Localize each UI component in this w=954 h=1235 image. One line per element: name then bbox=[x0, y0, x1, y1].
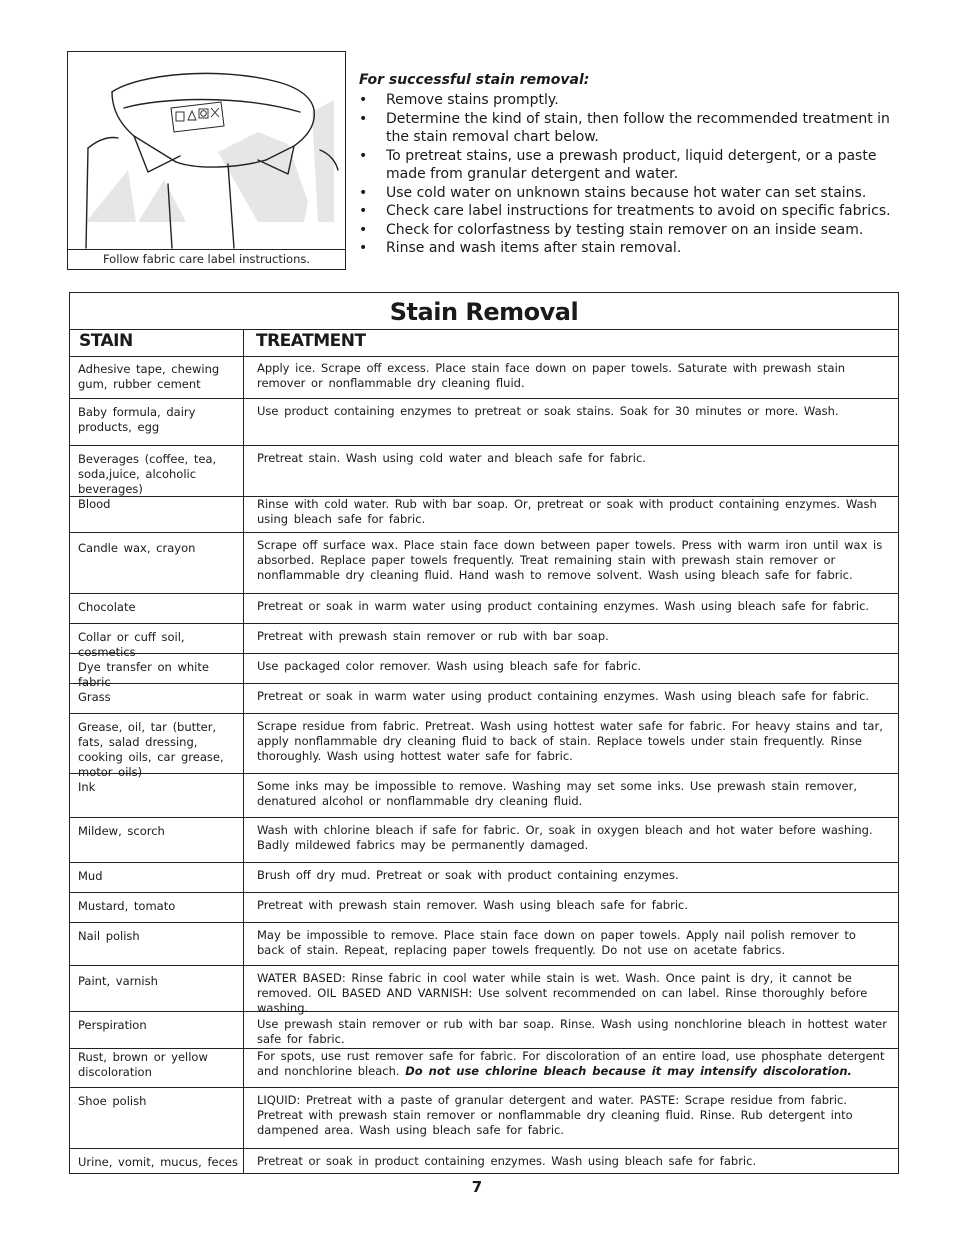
stain-cell: Collar or cuff soil, cosmetics bbox=[78, 630, 185, 659]
tips-item: • Rinse and wash items after stain removal. bbox=[359, 240, 682, 256]
care-label-figure bbox=[67, 51, 346, 270]
treatment-cell: Pretreat or soak in product containing enzymes. Wash using bleach safe for fabric. bbox=[257, 1154, 757, 1168]
table-row bbox=[70, 863, 898, 893]
treatment-cell: WATER BASED: Rinse fabric in cool water while stain is wet. Wash. Once paint is dry, it cannot be removed. OIL BASED AND VARNISH: Use solvent recommended on can label. Rinse thoroughly before washing. bbox=[257, 971, 868, 1015]
column-header-stain: STAIN bbox=[79, 331, 133, 351]
treatment-cell: Rinse with cold water. Rub with bar soap. Or, pretreat or soak with product containing enzymes. Wash using bleach safe for fabric. bbox=[257, 497, 877, 526]
stain-cell: Urine, vomit, mucus, feces bbox=[78, 1155, 238, 1169]
treatment-cell: Scrape off surface wax. Place stain face down between paper towels. Press with warm iron until wax is absorbed. Replace paper towels frequently. Treat remaining stain with prewash stain remover or nonflammable dry cleaning fluid. Hand wash to remove solvent. Wash using bleach safe for fabric. bbox=[257, 538, 883, 582]
stain-cell: Adhesive tape, chewing gum, rubber cement bbox=[78, 362, 220, 391]
tips-item: • Check care label instructions for treatments to avoid on specific fabrics. bbox=[359, 203, 891, 219]
table-row bbox=[70, 1088, 898, 1149]
treatment-cell: Some inks may be impossible to remove. Washing may set some inks. Use prewash stain remover, denatured alcohol or nonflammable dry cleaning fluid. bbox=[257, 779, 857, 808]
stain-cell: Candle wax, crayon bbox=[78, 541, 196, 555]
tips-list bbox=[359, 91, 904, 258]
treatment-cell: Pretreat stain. Wash using cold water and bleach safe for fabric. bbox=[257, 451, 646, 465]
bullet-icon: • bbox=[359, 221, 368, 238]
treatment-cell: Use prewash stain remover or rub with bar soap. Rinse. Wash using nonchlorine bleach in hottest water safe for fabric. bbox=[257, 1017, 887, 1046]
table-row bbox=[70, 624, 898, 659]
stain-cell: Chocolate bbox=[78, 600, 136, 614]
figure-caption: Follow fabric care label instructions. bbox=[68, 249, 345, 269]
table-row bbox=[70, 356, 898, 399]
table-row bbox=[70, 1149, 898, 1175]
table-body bbox=[70, 356, 898, 1175]
table-row bbox=[70, 966, 898, 1015]
treatment-cell: Use product containing enzymes to pretreat or soak stains. Soak for 30 minutes or more. Wash. bbox=[257, 404, 839, 418]
table-row bbox=[70, 818, 898, 863]
treatment-cell: Wash with chlorine bleach if safe for fabric. Or, soak in oxygen bleach and hot water before washing. Badly mildewed fabrics may be permanently damaged. bbox=[257, 823, 873, 852]
treatment-cell: Use packaged color remover. Wash using bleach safe for fabric. bbox=[257, 659, 642, 673]
stain-cell: Beverages (coffee, tea, soda,juice, alcoholic beverages) bbox=[78, 452, 217, 496]
tips-item: • Remove stains promptly. bbox=[359, 92, 559, 108]
table-row bbox=[70, 446, 898, 497]
stain-cell: Grease, oil, tar (butter, fats, salad dressing, cooking oils, car grease, motor oils) bbox=[78, 720, 224, 779]
treatment-cell: Pretreat or soak in warm water using product containing enzymes. Wash using bleach safe for fabric. bbox=[257, 689, 870, 703]
stain-cell: Nail polish bbox=[78, 929, 140, 943]
warning-text: Do not use chlorine bleach because it may intensify discoloration. bbox=[405, 1064, 852, 1078]
stain-removal-tips bbox=[359, 71, 904, 258]
treatment-cell: Brush off dry mud. Pretreat or soak with product containing enzymes. bbox=[257, 868, 679, 882]
table-row bbox=[70, 893, 898, 923]
stain-cell: Mud bbox=[78, 869, 103, 883]
treatment-cell: Apply ice. Scrape off excess. Place stain face down on paper towels. Saturate with prewash stain remover or nonflammable dry cleaning fluid. bbox=[257, 361, 846, 390]
tips-item: • Check for colorfastness by testing stain remover on an inside seam. bbox=[359, 221, 864, 238]
stain-removal-table bbox=[69, 292, 899, 1174]
bullet-icon: • bbox=[359, 110, 368, 127]
care-label bbox=[171, 102, 224, 132]
table-row bbox=[70, 1049, 898, 1088]
tips-title: For successful stain removal: bbox=[359, 72, 590, 88]
table-row bbox=[70, 714, 898, 779]
treatment-cell: May be impossible to remove. Place stain face down on paper towels. Apply nail polish remover to back of stain. Repeat, replacing paper towels frequently. Do not use on acetate fabrics. bbox=[257, 928, 856, 957]
stain-cell: Rust, brown or yellow discoloration bbox=[78, 1050, 208, 1079]
tips-item: • To pretreat stains, use a prewash product, liquid detergent, or a paste made from granular detergent and water. bbox=[359, 147, 877, 182]
stain-cell: Dye transfer on white fabric bbox=[78, 660, 209, 689]
bullet-icon: • bbox=[359, 147, 368, 164]
table-row bbox=[70, 594, 898, 624]
table-row bbox=[70, 1012, 898, 1049]
treatment-cell: Pretreat with prewash stain remover. Wash using bleach safe for fabric. bbox=[257, 898, 688, 912]
stain-cell: Shoe polish bbox=[78, 1094, 147, 1108]
table-row bbox=[70, 684, 898, 714]
stain-cell: Perspiration bbox=[78, 1018, 147, 1032]
stain-cell: Ink bbox=[78, 780, 96, 794]
stain-cell: Blood bbox=[78, 497, 111, 511]
tips-item: • Use cold water on unknown stains because hot water can set stains. bbox=[359, 184, 867, 201]
stain-cell: Baby formula, dairy products, egg bbox=[78, 405, 196, 434]
table-header-row bbox=[70, 329, 898, 357]
table-row bbox=[70, 533, 898, 594]
treatment-cell: Pretreat with prewash stain remover or rub with bar soap. bbox=[257, 629, 609, 643]
table-row bbox=[70, 497, 898, 533]
shirt-collar-illustration bbox=[68, 52, 345, 250]
column-header-treatment: TREATMENT bbox=[256, 331, 366, 351]
table-row bbox=[70, 923, 898, 966]
treatment-cell: Scrape residue from fabric. Pretreat. Wash using hottest water safe for fabric. For heavy stains and tar, apply nonflammable dry cleaning fluid to back of stain. Replace towels under stain frequently. Rinse thoroughly. Wash using hottest water safe for fabric. bbox=[257, 719, 883, 763]
bullet-icon: • bbox=[359, 92, 368, 108]
stain-cell: Mustard, tomato bbox=[78, 899, 176, 913]
treatment-cell: For spots, use rust remover safe for fabric. For discoloration of an entire load, use phosphate detergent and nonchlorine bleach. Do not use chlorine bleach because it may intensify discoloration. bbox=[257, 1049, 885, 1078]
bullet-icon: • bbox=[359, 184, 368, 201]
tips-item: • Determine the kind of stain, then follow the recommended treatment in the stain removal chart below. bbox=[359, 110, 890, 145]
bullet-icon: • bbox=[359, 203, 368, 219]
stain-cell: Paint, varnish bbox=[78, 974, 158, 988]
page-number: 7 bbox=[471, 1178, 483, 1196]
treatment-cell: LIQUID: Pretreat with a paste of granular detergent and water. PASTE: Scrape residue from fabric. Pretreat with prewash stain remover or nonflammable dry cleaning fluid. Rinse. Rub detergent into dampened area. Wash using bleach safe for fabric. bbox=[257, 1093, 853, 1137]
table-row bbox=[70, 774, 898, 818]
table-title: Stain Removal bbox=[70, 293, 898, 330]
table-row bbox=[70, 399, 898, 446]
bullet-icon: • bbox=[359, 240, 368, 256]
stain-cell: Mildew, scorch bbox=[78, 824, 165, 838]
stain-cell: Grass bbox=[78, 690, 111, 704]
treatment-cell: Pretreat or soak in warm water using product containing enzymes. Wash using bleach safe for fabric. bbox=[257, 599, 870, 613]
table-row bbox=[70, 654, 898, 689]
